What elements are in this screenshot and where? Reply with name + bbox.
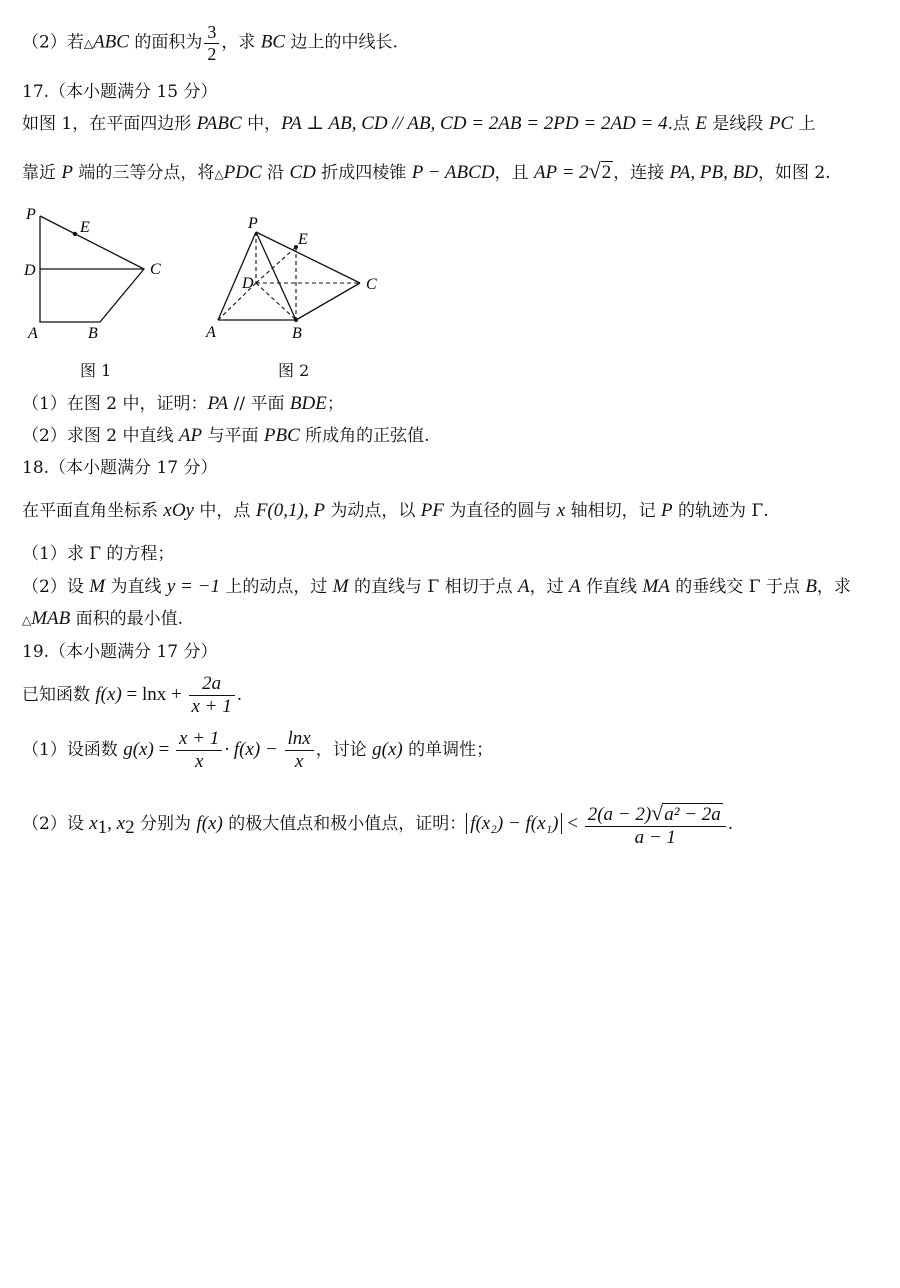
fig2-edge-bc (296, 283, 360, 320)
math: 2(a − 2) (587, 804, 652, 825)
text: 为直线 (105, 577, 167, 597)
fig1-label-a: A (28, 325, 38, 342)
math: B (805, 576, 817, 597)
text: 所成角的正弦值. (299, 426, 430, 446)
figure-1 (20, 200, 180, 350)
q19-header: 19.（本小题满分 17 分） (22, 642, 218, 662)
numerator: 3 (204, 22, 219, 44)
q17-part1 (22, 393, 344, 416)
q18-part2-line2 (22, 608, 183, 631)
numerator: 2a (189, 673, 235, 696)
math: g(x) (123, 738, 154, 760)
text: ，如图 2. (757, 163, 831, 183)
text: 分别为 (134, 813, 197, 834)
text: 中， (241, 114, 282, 134)
math: PA, PB, BD (669, 162, 758, 183)
text: ，过 (529, 577, 570, 597)
text: 折成四棱锥 (315, 163, 412, 183)
fraction (189, 673, 235, 718)
fig2-label-b: B (292, 325, 302, 342)
math: , x (107, 812, 126, 834)
math: PC (768, 113, 794, 134)
text: 为动点，以 (324, 501, 421, 521)
text: 为直径的圆与 (443, 501, 557, 521)
math: F(0,1), P (255, 500, 325, 521)
radical-sign: √ (651, 800, 664, 825)
math: f(x) (95, 683, 122, 705)
math: = lnx + (121, 683, 187, 705)
math: = (153, 738, 175, 760)
text: 端的三等分点，将 (73, 163, 215, 183)
math: P − ABCD (411, 162, 495, 183)
radicand: 2 (601, 162, 612, 183)
q16-part2 (22, 22, 398, 64)
math: g(x) (372, 738, 403, 760)
text: . (236, 684, 243, 705)
text: 上的动点，过 (219, 577, 333, 597)
text: ，求 (221, 32, 261, 53)
math: BDE (289, 393, 327, 414)
fig1-point-e (73, 232, 77, 236)
text: 是线段 (707, 114, 769, 134)
math: MAB (31, 608, 71, 629)
numerator: lnx (285, 728, 314, 751)
radical-sign: √ (588, 158, 601, 183)
fig1-label-c: C (150, 261, 161, 278)
fig2-dashed-de (256, 247, 296, 283)
text: ，讨论 (315, 739, 373, 760)
math: AP = 2 (533, 162, 589, 183)
text: 在平面直角坐标系 (22, 501, 164, 521)
math: P (61, 162, 74, 183)
text: 面积的最小值. (70, 609, 184, 629)
fraction (204, 22, 219, 64)
text: . (727, 813, 734, 834)
fig2-label-a: A (206, 324, 216, 341)
math: PA (207, 393, 229, 414)
text: （1）设函数 (22, 739, 124, 760)
text: （2）若 (22, 32, 84, 53)
q19-part2 (22, 800, 733, 849)
text: .点 (667, 114, 696, 134)
fig1-label-d: D (24, 262, 36, 279)
q19-def (22, 673, 242, 718)
denominator: a − 1 (634, 826, 676, 848)
text: 的单调性； (402, 739, 494, 760)
q18-part1: （1）求 Γ 的方程； (22, 544, 175, 564)
denominator: x + 1 (191, 695, 232, 717)
triangle-symbol: △ (214, 167, 224, 181)
fraction (585, 800, 726, 849)
text: 的面积为 (128, 32, 203, 53)
math: · f(x) − (224, 738, 283, 760)
math: xOy (163, 500, 194, 521)
fig2-label-p: P (248, 215, 258, 232)
q17-header: 17.（本小题满分 15 分） (22, 82, 218, 102)
fig2-label-e: E (298, 231, 308, 248)
fig2-label-d: D (242, 275, 254, 292)
q19-part1 (22, 728, 493, 773)
math: MA (642, 576, 670, 597)
triangle-symbol: △ (22, 613, 32, 627)
denominator: 2 (207, 43, 217, 64)
math: BC (260, 31, 286, 53)
figure-2 (200, 210, 400, 350)
q17-line2 (22, 158, 831, 185)
text: （1）在图 2 中，证明： (22, 394, 208, 414)
denominator: x (194, 750, 204, 772)
fig2-edge-pb (256, 232, 296, 320)
q17-line1 (22, 113, 816, 136)
math: CD (289, 162, 316, 183)
q18-line1 (22, 500, 769, 523)
text: ，求 (816, 577, 851, 597)
math: < (562, 812, 583, 834)
text: 边上的中线长. (285, 32, 398, 53)
math: x (89, 812, 98, 834)
math: PDC (223, 162, 262, 183)
numerator (585, 800, 726, 827)
text: 轴相切，记 (565, 501, 662, 521)
text: // 平面 (228, 394, 290, 414)
math: P (661, 500, 673, 521)
fraction (285, 728, 314, 773)
math: E (695, 113, 708, 134)
math: y = −1 (166, 576, 220, 597)
fig2-edge-pc (256, 232, 360, 283)
math: AP (178, 425, 203, 446)
text: （2）设 (22, 577, 90, 597)
text: 靠近 (22, 163, 62, 183)
q18-header: 18.（本小题满分 17 分） (22, 458, 218, 478)
triangle-symbol: △ (83, 36, 94, 51)
text: 与平面 (202, 426, 264, 446)
radicand: a² − 2a (664, 804, 721, 825)
math: PABC (196, 113, 242, 134)
math: M (332, 576, 349, 597)
fig1-caption: 图 1 (80, 361, 112, 380)
math: PA ⊥ AB, CD // AB, CD = 2AB = 2PD = 2AD = 4 (281, 113, 668, 134)
text: 已知函数 (22, 684, 96, 705)
text: ，且 (494, 163, 534, 183)
fig2-dashed-db (256, 283, 296, 320)
q17-part2 (22, 425, 430, 448)
math: x (556, 500, 566, 521)
math: M (89, 576, 106, 597)
math: A (569, 576, 581, 597)
fig1-label-e: E (80, 219, 90, 236)
text: 沿 (261, 163, 290, 183)
text: 中，点 (194, 501, 256, 521)
absolute-value: f(x₂) − f(x₁) (466, 813, 562, 834)
fig2-caption: 图 2 (278, 361, 310, 380)
fig1-label-b: B (88, 325, 98, 342)
text: 的垂线交 Γ 于点 (669, 577, 806, 597)
fig2-label-c: C (366, 276, 377, 293)
math: ABC (93, 31, 129, 53)
fig1-label-p: P (26, 206, 36, 223)
text: 如图 1，在平面四边形 (22, 114, 197, 134)
text: 的极大值点和极小值点，证明： (222, 813, 467, 834)
text: （2）设 (22, 813, 90, 834)
math: A (518, 576, 530, 597)
numerator: x + 1 (176, 728, 222, 751)
text: 上 (793, 114, 816, 134)
text: 的轨迹为 Γ. (672, 501, 769, 521)
math: f(x) (196, 812, 223, 834)
q18-part2-line1 (22, 576, 851, 599)
fig2-point-b (294, 318, 298, 322)
subscript: 2 (125, 817, 135, 839)
text: （2）求图 2 中直线 (22, 426, 179, 446)
math: PF (420, 500, 444, 521)
text: 作直线 (580, 577, 643, 597)
fraction (176, 728, 222, 773)
math: PBC (263, 425, 300, 446)
subscript: 1 (97, 817, 108, 839)
text: 的直线与 Γ 相切于点 (348, 577, 519, 597)
text: ，连接 (613, 163, 670, 183)
text: ； (326, 394, 344, 414)
denominator: x (294, 750, 304, 772)
